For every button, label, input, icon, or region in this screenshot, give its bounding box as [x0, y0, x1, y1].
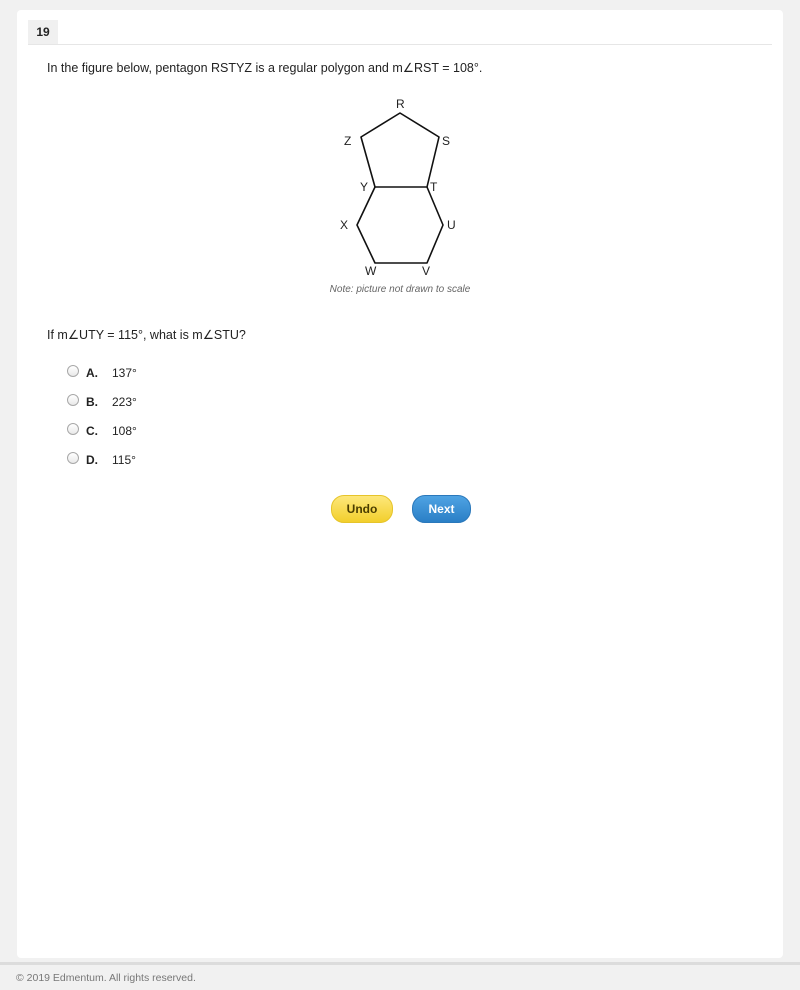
footer-copyright: © 2019 Edmentum. All rights reserved. [16, 972, 196, 984]
choice-d-text: 115° [112, 452, 136, 467]
choice-c-letter: C. [86, 423, 98, 438]
choice-d-radio[interactable] [67, 452, 79, 464]
undo-button[interactable]: Undo [331, 495, 393, 523]
question-number: 19 [28, 20, 58, 44]
label-t: T [430, 180, 438, 194]
choice-d-letter: D. [86, 452, 98, 467]
choice-c-text: 108° [112, 423, 137, 438]
pentagon-hexagon-diagram [337, 98, 463, 278]
label-y: Y [360, 180, 369, 194]
choice-b-radio[interactable] [67, 394, 79, 406]
figure-note: Note: picture not drawn to scale [329, 284, 471, 295]
choice-a-text: 137° [112, 365, 137, 380]
question-card [17, 10, 783, 958]
choice-d[interactable] [67, 445, 137, 474]
next-button[interactable]: Next [412, 495, 471, 523]
question-header [28, 20, 772, 45]
label-z: Z [344, 134, 352, 148]
label-w: W [365, 264, 377, 278]
answer-choices [67, 358, 137, 474]
label-r: R [396, 98, 405, 111]
label-s: S [442, 134, 451, 148]
question-prompt: In the figure below, pentagon RSTYZ is a regular polygon and m∠RST = 108°. [47, 61, 483, 75]
label-u: U [447, 218, 456, 232]
choice-c[interactable] [67, 416, 137, 445]
choice-b-letter: B. [86, 394, 98, 409]
choice-c-radio[interactable] [67, 423, 79, 435]
choice-a-letter: A. [86, 365, 98, 380]
footer-divider [0, 962, 800, 965]
choice-b[interactable] [67, 387, 137, 416]
choice-b-text: 223° [112, 394, 137, 409]
hexagon-ytuvwx [357, 187, 443, 263]
choice-a-radio[interactable] [67, 365, 79, 377]
geometry-figure [337, 98, 463, 278]
label-v: V [422, 264, 431, 278]
choice-a[interactable] [67, 358, 137, 387]
label-x: X [340, 218, 349, 232]
question-text: If m∠UTY = 115°, what is m∠STU? [47, 328, 246, 342]
pentagon-rstyz [361, 113, 439, 187]
